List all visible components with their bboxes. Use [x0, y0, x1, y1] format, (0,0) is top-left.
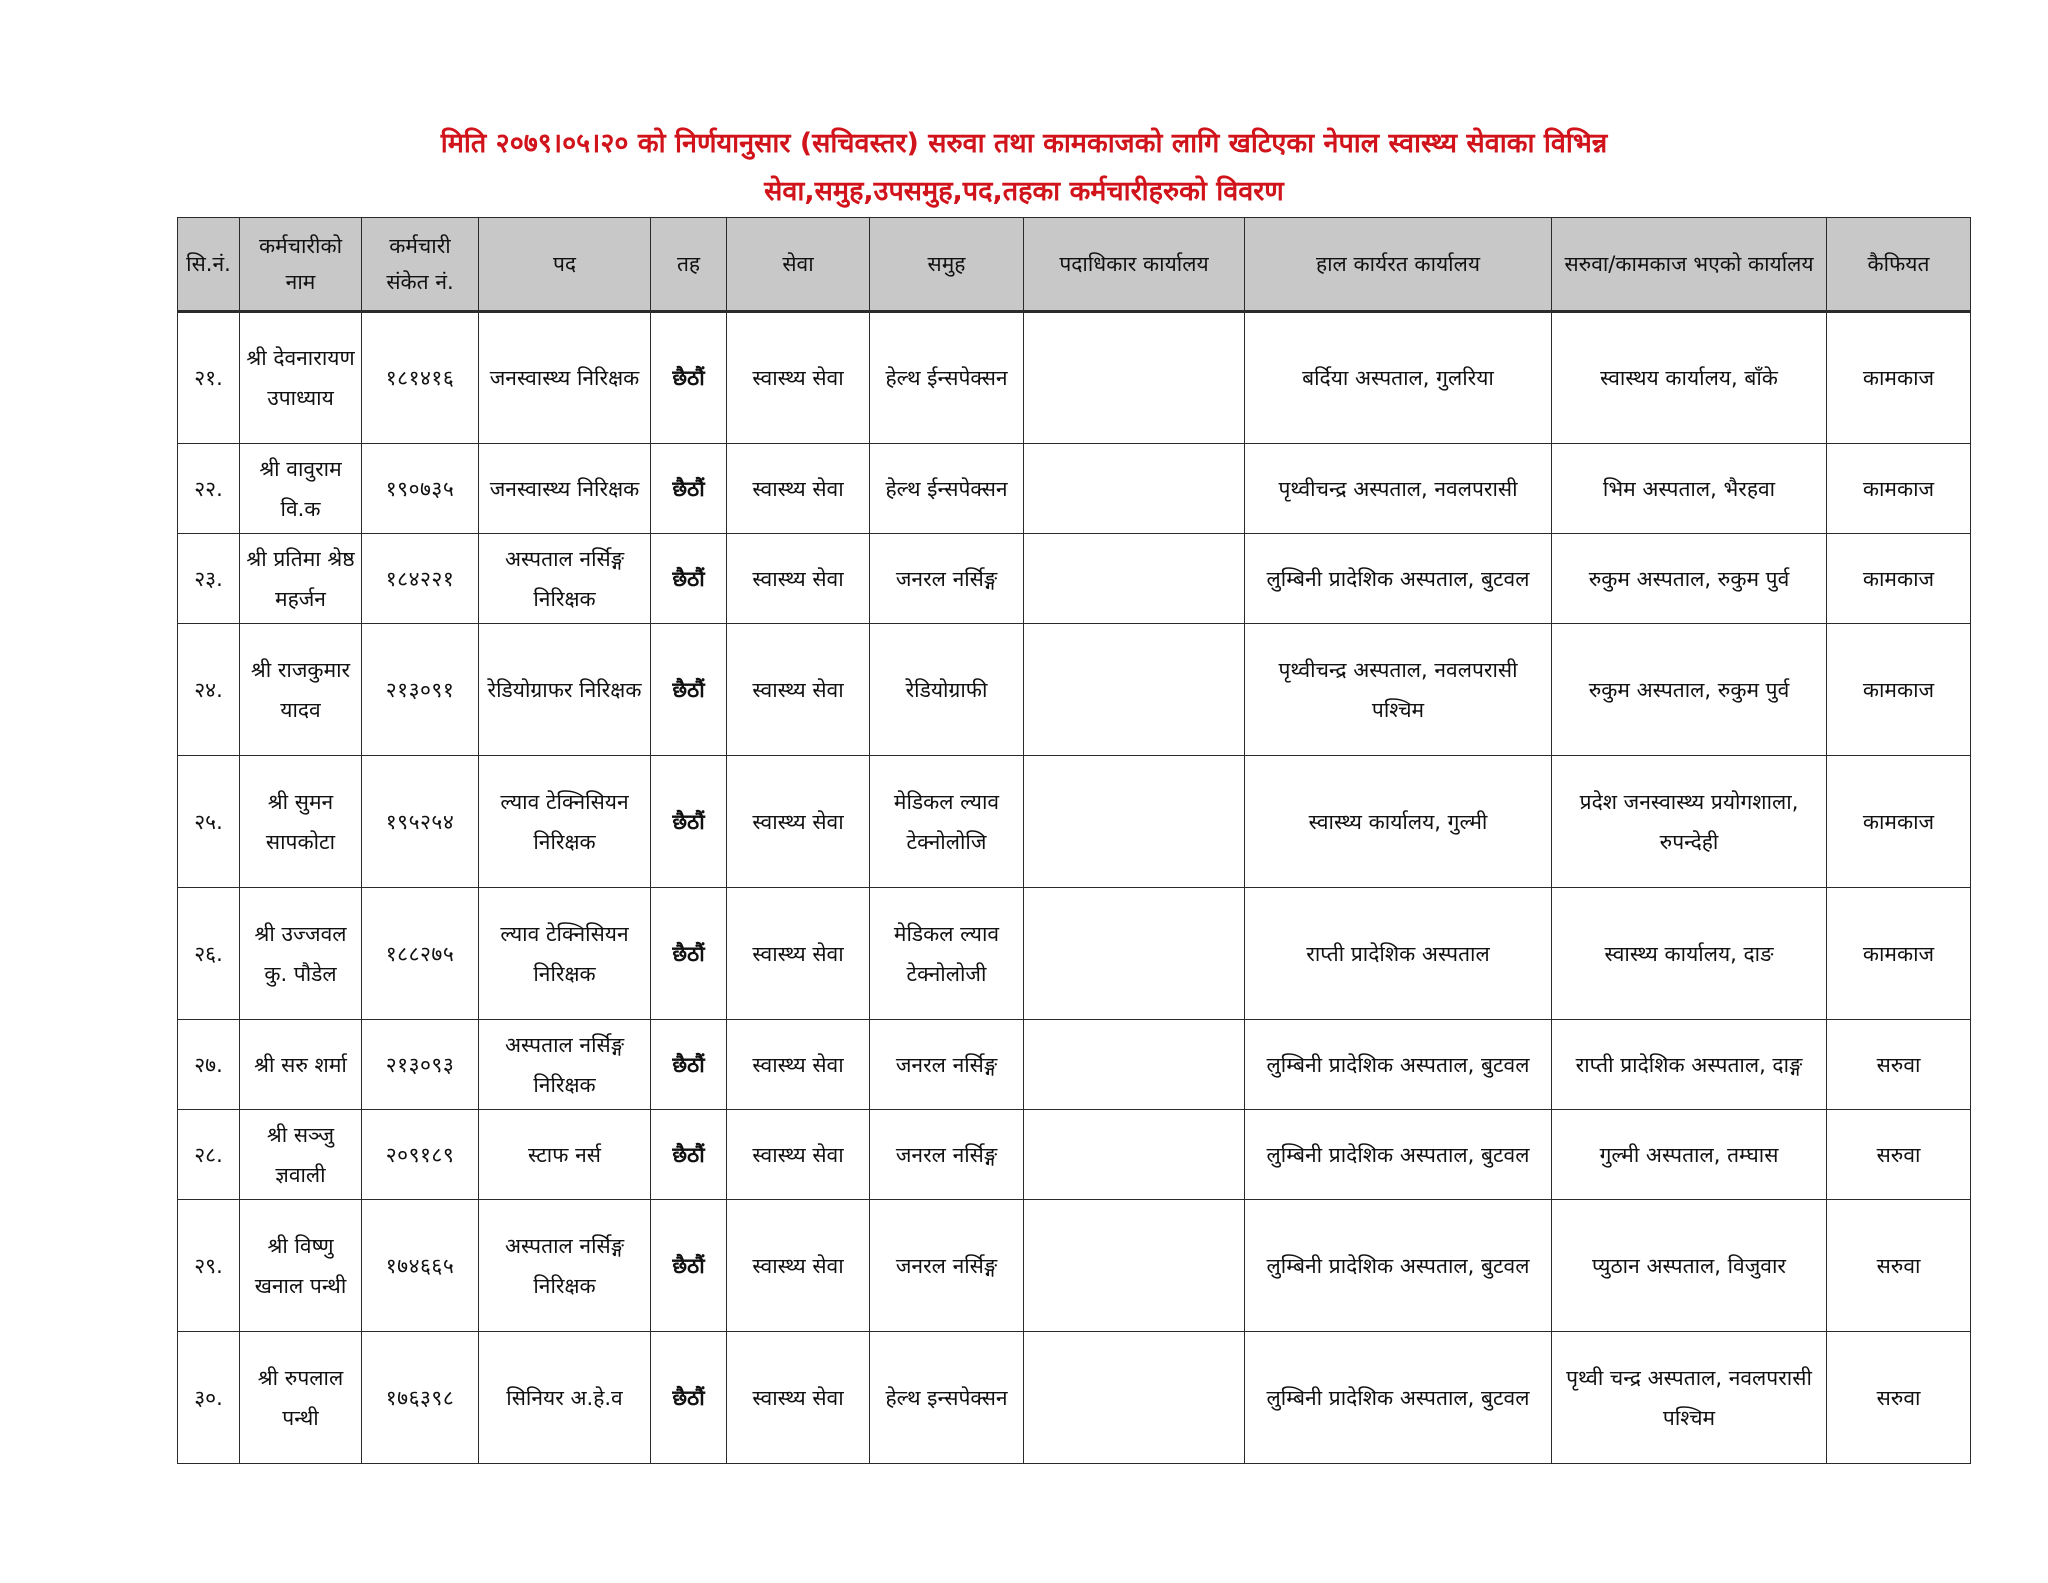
group: रेडियोग्राफी: [870, 624, 1024, 756]
service: स्वास्थ्य सेवा: [727, 1200, 870, 1332]
header-post: पद: [479, 218, 651, 312]
office-of-right: [1024, 756, 1245, 888]
serial-number: २१.: [178, 312, 240, 444]
table-row: [178, 1110, 1971, 1200]
table-row: [178, 1020, 1971, 1110]
new-office: स्वास्थ्य कार्यालय, दाङ: [1552, 888, 1827, 1020]
service: स्वास्थ्य सेवा: [727, 624, 870, 756]
employee-name: श्री वावुराम वि.क: [240, 444, 362, 534]
group: हेल्थ ईन्सपेक्सन: [870, 312, 1024, 444]
employee-name: श्री उज्जवल कु. पौडेल: [240, 888, 362, 1020]
serial-number: २९.: [178, 1200, 240, 1332]
post: ल्याव टेक्निसियन निरिक्षक: [479, 888, 651, 1020]
header-service: सेवा: [727, 218, 870, 312]
service: स्वास्थ्य सेवा: [727, 312, 870, 444]
header-remarks: कैफियत: [1827, 218, 1971, 312]
new-office: रुकुम अस्पताल, रुकुम पुर्व: [1552, 534, 1827, 624]
remarks: कामकाज: [1827, 312, 1971, 444]
current-office: पृथ्वीचन्द्र अस्पताल, नवलपरासी पश्चिम: [1245, 624, 1552, 756]
level: छैठौं: [651, 534, 727, 624]
remarks: कामकाज: [1827, 534, 1971, 624]
employee-code: १७४६६५: [362, 1200, 479, 1332]
header-current-office: हाल कार्यरत कार्यालय: [1245, 218, 1552, 312]
new-office: रुकुम अस्पताल, रुकुम पुर्व: [1552, 624, 1827, 756]
employee-name: श्री सुमन सापकोटा: [240, 756, 362, 888]
employee-name: श्री विष्णु खनाल पन्थी: [240, 1200, 362, 1332]
service: स्वास्थ्य सेवा: [727, 444, 870, 534]
employee-name: श्री देवनारायण उपाध्याय: [240, 312, 362, 444]
remarks: कामकाज: [1827, 756, 1971, 888]
current-office: लुम्बिनी प्रादेशिक अस्पताल, बुटवल: [1245, 534, 1552, 624]
remarks: सरुवा: [1827, 1200, 1971, 1332]
header-group: समुह: [870, 218, 1024, 312]
header-office-of-right: पदाधिकार कार्यालय: [1024, 218, 1245, 312]
employee-code: १८४२२१: [362, 534, 479, 624]
new-office: गुल्मी अस्पताल, तम्घास: [1552, 1110, 1827, 1200]
level: छैठौं: [651, 312, 727, 444]
remarks: सरुवा: [1827, 1110, 1971, 1200]
office-of-right: [1024, 624, 1245, 756]
service: स्वास्थ्य सेवा: [727, 1332, 870, 1464]
table-row: [178, 444, 1971, 534]
employee-code: १८८२७५: [362, 888, 479, 1020]
table-row: [178, 1200, 1971, 1332]
office-of-right: [1024, 1200, 1245, 1332]
group: जनरल नर्सिङ्ग: [870, 1110, 1024, 1200]
serial-number: २८.: [178, 1110, 240, 1200]
group: मेडिकल ल्याव टेक्नोलोजी: [870, 888, 1024, 1020]
employee-name: श्री सञ्जु ज्ञवाली: [240, 1110, 362, 1200]
current-office: पृथ्वीचन्द्र अस्पताल, नवलपरासी: [1245, 444, 1552, 534]
office-of-right: [1024, 534, 1245, 624]
office-of-right: [1024, 1332, 1245, 1464]
new-office: प्युठान अस्पताल, विजुवार: [1552, 1200, 1827, 1332]
service: स्वास्थ्य सेवा: [727, 756, 870, 888]
employee-name: श्री प्रतिमा श्रेष्ठ महर्जन: [240, 534, 362, 624]
new-office: प्रदेश जनस्वास्थ्य प्रयोगशाला, रुपन्देही: [1552, 756, 1827, 888]
employee-code: १९५२५४: [362, 756, 479, 888]
level: छैठौं: [651, 888, 727, 1020]
table-row: [178, 1332, 1971, 1464]
new-office: पृथ्वी चन्द्र अस्पताल, नवलपरासी पश्चिम: [1552, 1332, 1827, 1464]
employee-code: २०९१८९: [362, 1110, 479, 1200]
serial-number: २७.: [178, 1020, 240, 1110]
post: सिनियर अ.हे.व: [479, 1332, 651, 1464]
level: छैठौं: [651, 1332, 727, 1464]
employee-code: १९०७३५: [362, 444, 479, 534]
office-of-right: [1024, 888, 1245, 1020]
serial-number: २३.: [178, 534, 240, 624]
level: छैठौं: [651, 1200, 727, 1332]
employee-name: श्री सरु शर्मा: [240, 1020, 362, 1110]
new-office: राप्ती प्रादेशिक अस्पताल, दाङ्ग: [1552, 1020, 1827, 1110]
current-office: लुम्बिनी प्रादेशिक अस्पताल, बुटवल: [1245, 1110, 1552, 1200]
remarks: कामकाज: [1827, 624, 1971, 756]
group: हेल्थ इन्सपेक्सन: [870, 1332, 1024, 1464]
table-row: [178, 888, 1971, 1020]
table-header-row: [178, 218, 1971, 312]
group: मेडिकल ल्याव टेक्नोलोजि: [870, 756, 1024, 888]
post: अस्पताल नर्सिङ्ग निरिक्षक: [479, 1020, 651, 1110]
level: छैठौं: [651, 1110, 727, 1200]
employee-transfer-table: [177, 217, 1971, 1464]
header-serial-number: सि.नं.: [178, 218, 240, 312]
level: छैठौं: [651, 444, 727, 534]
employee-code: १७६३९८: [362, 1332, 479, 1464]
employee-code: २१३०९३: [362, 1020, 479, 1110]
post: अस्पताल नर्सिङ्ग निरिक्षक: [479, 1200, 651, 1332]
current-office: लुम्बिनी प्रादेशिक अस्पताल, बुटवल: [1245, 1020, 1552, 1110]
serial-number: २४.: [178, 624, 240, 756]
post: स्टाफ नर्स: [479, 1110, 651, 1200]
post: जनस्वास्थ्य निरिक्षक: [479, 312, 651, 444]
employee-code: १८१४१६: [362, 312, 479, 444]
office-of-right: [1024, 1020, 1245, 1110]
service: स्वास्थ्य सेवा: [727, 1020, 870, 1110]
level: छैठौं: [651, 1020, 727, 1110]
current-office: स्वास्थ्य कार्यालय, गुल्मी: [1245, 756, 1552, 888]
header-level: तह: [651, 218, 727, 312]
level: छैठौं: [651, 624, 727, 756]
table-row: [178, 624, 1971, 756]
remarks: सरुवा: [1827, 1020, 1971, 1110]
serial-number: २२.: [178, 444, 240, 534]
remarks: सरुवा: [1827, 1332, 1971, 1464]
remarks: कामकाज: [1827, 888, 1971, 1020]
table-row: [178, 534, 1971, 624]
service: स्वास्थ्य सेवा: [727, 1110, 870, 1200]
group: जनरल नर्सिङ्ग: [870, 1020, 1024, 1110]
employee-code: २१३०९१: [362, 624, 479, 756]
header-employee-code: कर्मचारी संकेत नं.: [362, 218, 479, 312]
post: ल्याव टेक्निसियन निरिक्षक: [479, 756, 651, 888]
current-office: लुम्बिनी प्रादेशिक अस्पताल, बुटवल: [1245, 1200, 1552, 1332]
remarks: कामकाज: [1827, 444, 1971, 534]
serial-number: २५.: [178, 756, 240, 888]
serial-number: ३०.: [178, 1332, 240, 1464]
table-row: [178, 756, 1971, 888]
service: स्वास्थ्य सेवा: [727, 534, 870, 624]
service: स्वास्थ्य सेवा: [727, 888, 870, 1020]
table-row: [178, 312, 1971, 444]
document-title-line-1: मिति २०७९।०५।२० को निर्णयानुसार (सचिवस्तर) सरुवा तथा कामकाजको लागि खटिएका नेपाल स्वास्थ्य सेवाका विभिन्न: [440, 128, 1608, 159]
new-office: भिम अस्पताल, भैरहवा: [1552, 444, 1827, 534]
level: छैठौं: [651, 756, 727, 888]
header-new-office: सरुवा/कामकाज भएको कार्यालय: [1552, 218, 1827, 312]
post: जनस्वास्थ्य निरिक्षक: [479, 444, 651, 534]
current-office: लुम्बिनी प्रादेशिक अस्पताल, बुटवल: [1245, 1332, 1552, 1464]
document-title-line-2: सेवा,समुह,उपसमुह,पद,तहका कर्मचारीहरुको विवरण: [764, 176, 1284, 207]
current-office: बर्दिया अस्पताल, गुलरिया: [1245, 312, 1552, 444]
post: रेडियोग्राफर निरिक्षक: [479, 624, 651, 756]
office-of-right: [1024, 1110, 1245, 1200]
current-office: राप्ती प्रादेशिक अस्पताल: [1245, 888, 1552, 1020]
group: जनरल नर्सिङ्ग: [870, 534, 1024, 624]
group: जनरल नर्सिङ्ग: [870, 1200, 1024, 1332]
new-office: स्वास्थय कार्यालय, बाँके: [1552, 312, 1827, 444]
office-of-right: [1024, 444, 1245, 534]
employee-name: श्री रुपलाल पन्थी: [240, 1332, 362, 1464]
post: अस्पताल नर्सिङ्ग निरिक्षक: [479, 534, 651, 624]
serial-number: २६.: [178, 888, 240, 1020]
employee-name: श्री राजकुमार यादव: [240, 624, 362, 756]
header-employee-name: कर्मचारीको नाम: [240, 218, 362, 312]
office-of-right: [1024, 312, 1245, 444]
group: हेल्थ ईन्सपेक्सन: [870, 444, 1024, 534]
